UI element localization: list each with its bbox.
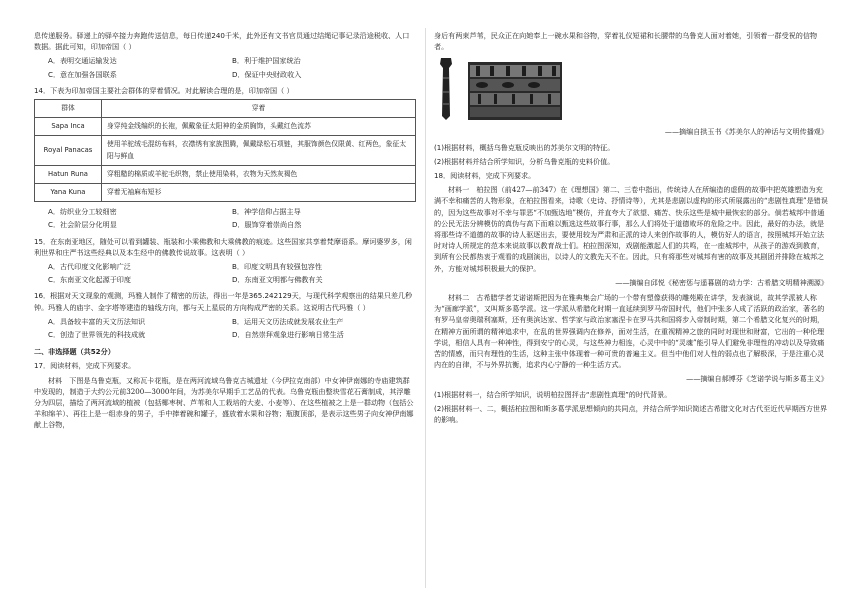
- q18-stem: 18．阅读材料，完成下列要求。: [434, 171, 536, 181]
- table-row: [35, 136, 416, 165]
- q15-option-b[interactable]: B．印度文明具有较强包容性: [232, 262, 322, 272]
- q14-option-b[interactable]: B．神学信仰占据主导: [232, 207, 301, 217]
- table-cell-attire: 穿着无袖麻布短衫: [102, 184, 416, 202]
- q16-stem: 16．根据对天文现象的观测，玛雅人制作了精密的历法，得出一年是365.242129天，与现代科学观察出的结果只差几秒钟。玛雅人的庙宇、金字塔等建造的轴线方向，都与天上星辰的方向构成严密的关系。这说明古代玛雅（ ）: [34, 291, 413, 312]
- q17-material: 材料 下图是乌鲁克瓶，又称瓦卡花瓶，是在两河流域乌鲁克古城遗址（今伊拉克南部）中女神伊南娜的寺庙建筑群中发现的，制造于大约公元前3200—3000年间，为苏美尔早期手工艺品的代表。乌鲁克瓶由整块雪花石膏制成，其浮雕分为四层，描绘了两河流域的植被（包括椰枣树、芦苇和人工栽培的大麦、小麦等）、在这些植被之上是一群动物（包括公羊和绵羊）、再往上是一组赤身的男子，手中捧着碗和罐子，盛放着水果和谷物；瓶腹顶部，是表示这些男子向女神伊南娜献上谷物，: [34, 375, 414, 430]
- q18-source-2: ——摘编自郝博芬《芝诺学说与斯多葛主义》: [686, 374, 828, 384]
- left-column: [34, 30, 416, 434]
- column-divider: [425, 28, 426, 588]
- q18-material-2: 材料二 古希腊学者艾诺诺斯把因为在雅典集会广场的一个带有塑像获得的雕苑殿在讲学，发表演说，故其学派被人称为“画廊学派”，又叫斯多葛学派。这一学派从希腊化时期一直延续到罗马帝国时代，他们中张多人成了活跃的政治家，著名的有罗马皇帝奥瑞利塞斯，还有奥滨达家、哲学家与政治家塞涅卡在罗马共和国将步入帝制时期，第二个希腊文化复兴的时期，在精神方面所谓的精神追求中，在乱的世界强调内在修养，面对生活，在重视精神之旅的同时对现世和财富，它出的一种伦理学说，相信人具有一种神性，得到安宁的心灵，与这些神力相连，心灵中中的“灵魂”能引导人们避免非理性的冲动以及导致痛苦的情感，而只有理性的生活，这种主张中体现着一种可贵的普遍主义。但当中他们对人性的弱点也了解极深，于是注重心灵内在的自律，不与外界抗衡，追求内心宁静的一种生活方式。: [434, 293, 825, 370]
- q15-stem: 15．在东南亚地区，随处可以看到罐装、瓶装和小乘佛教和大乘佛教的痕迹。这些国家共享着梵摩语系。摩诃婆罗多，闲利世界和庄严书这些经典以及本生经中的佛教传说故事。这表明（ ）: [34, 236, 412, 257]
- q14-options: [48, 206, 416, 232]
- q16-option-a[interactable]: A．具备较丰富的天文历法知识: [48, 316, 146, 326]
- q17-requirement-2: (2)根据材料并结合所学知识，分析乌鲁克瓶的史料价值。: [434, 156, 615, 166]
- q17-material-continuation: 身后有两束芦苇，民众正在向她奉上一碗水果和谷物，穿着礼仪短裙和长腰带的乌鲁克人面对着她，引领着一群受祝的信物者。: [434, 31, 818, 52]
- q13-options: [48, 55, 416, 81]
- table-row: [35, 165, 416, 183]
- table-cell-group: Hatun Runa: [35, 165, 102, 183]
- q13-option-c[interactable]: C．意在加强各国联系: [48, 69, 117, 79]
- table-cell-group: Royal Panacas: [35, 136, 102, 165]
- uruk-vase-image: [438, 58, 454, 120]
- table-cell-group: Sapa Inca: [35, 118, 102, 136]
- q14-stem: 14．下表为印加帝国主要社会群体的穿着情况。对此解读合理的是，印加帝国（ ）: [34, 85, 294, 95]
- q17-source: ——摘编自拱玉书《苏美尔人的神话与文明传播观》: [664, 127, 828, 137]
- uruk-vase-images: [438, 56, 828, 120]
- q13-continuation: 息传递服务。驿递上的驿卒接力奔跑传送信息，每日传递240千米，此外还有文书官员通过结绳记事记录沿途税收、人口数据。据此可知，印加帝国（ ）: [34, 31, 410, 52]
- q15-option-d[interactable]: D．东南亚文明都与佛教有关: [232, 275, 323, 285]
- q16-options: [48, 316, 416, 342]
- q18-material-1: 材料一 柏拉图（前427—前347）在《理想国》第二、三卷中指出，传统诗人在所编造的虚假的故事中把英雄塑造为充满不幸和痛苦的人物形象，在柏拉图看来，诗歌（史诗、抒情诗等），尤其是悲剧以虚构的形式所展露出的“悲剧性真理”是错误的，因为这些故事对不幸与罪恶“不加甄选地”模仿，并直夸大了欲望、痛苦、快乐这些是城中最恢宏的部分。倘若城邦中普通的公民无法分辨模仿的真伪与高下而难以甄选这些故事行事，那么人们将处于道德败坏的危险之中。因此，最好的办法，就是将那些诗不道德的故事的诗人驱逐出去，要使用较为严肃和正派的诗人来创作故事的人，模仿好人的语言，按照城邦开始立法时对诗人所规定的范本来说故事以教育战士们。柏拉图深知，戏剧能激起人们的共鸣，在一座城邦中，从孩子的游戏到教育，到所有公民都热衷于观看的戏剧演出，以诗人的文教先天不在。因此，只有将那些对城邦有害的故事及其剧团并排除在城邦之外，方能对城邦积极最大的保护。: [434, 185, 828, 273]
- table-cell-attire: 身穿纯金线编织的长袍，佩戴象征太阳神的金质胸饰，头戴红色流苏: [102, 118, 416, 136]
- table-header-group: 群体: [35, 100, 102, 118]
- q17-stem: 17．阅读材料，完成下列要求。: [34, 361, 136, 371]
- q15-option-a[interactable]: A．古代印度文化影响广泛: [48, 262, 131, 272]
- q16-option-b[interactable]: B．运用天文历法成就发展农业生产: [232, 316, 344, 326]
- q14-table: [34, 99, 416, 202]
- q18-requirement-1: (1)根据材料一，结合所学知识，说明柏拉图抨击“悲剧性真理”的时代背景。: [434, 389, 672, 399]
- q16-option-d[interactable]: D．自然崇拜观象进行影响日常生活: [232, 330, 344, 340]
- q14-option-a[interactable]: A．纺织业分工较细密: [48, 207, 117, 217]
- table-cell-attire: 穿粗糙的棉质或羊驼毛织物，禁止使用染料，衣物为天然灰褐色: [102, 165, 416, 183]
- q14-option-d[interactable]: D．服饰穿着崇尚自然: [232, 220, 302, 230]
- q18-requirement-2: (2)根据材料一、二，概括柏拉图和斯多葛学派思想倾向的共同点，并结合所学知识简述古希腊文化对古代至近代早期西方世界的影响。: [434, 403, 828, 425]
- vase-relief-image: [468, 62, 562, 120]
- table-cell-group: Yana Kuna: [35, 184, 102, 202]
- table-cell-attire: 使用羊驼绒毛混纺布料，衣襟绣有家族图腾，佩戴绿松石项链，其服饰颜色仅限黄、红两色，象征太阳与鲜血: [102, 136, 416, 165]
- q13-option-a[interactable]: A．表明交通运输发达: [48, 56, 117, 66]
- table-header-attire: 穿着: [102, 100, 416, 118]
- table-row: [35, 184, 416, 202]
- q14-option-c[interactable]: C．社会阶层分化明显: [48, 220, 117, 230]
- q18-source-1: ——摘编自邱悦《秘密惩与遥暮剧的动力学：古希腊文明精神溯源》: [615, 277, 828, 287]
- q16-option-c[interactable]: C．创造了世界领先的科技成就: [48, 330, 146, 340]
- section-heading: 二、非选择题（共52分）: [34, 347, 115, 357]
- q17-requirement-1: (1)根据材料，概括乌鲁克瓶反映出的苏美尔文明的特征。: [434, 142, 615, 152]
- q15-option-c[interactable]: C．东南亚文化起源于印度: [48, 275, 131, 285]
- q13-option-b[interactable]: B．利于维护国家统治: [232, 56, 301, 66]
- q13-option-d[interactable]: D．保证中央财政收入: [232, 69, 302, 79]
- table-header-row: [35, 100, 416, 118]
- q15-options: [48, 261, 416, 287]
- right-column: [434, 30, 828, 428]
- table-row: [35, 118, 416, 136]
